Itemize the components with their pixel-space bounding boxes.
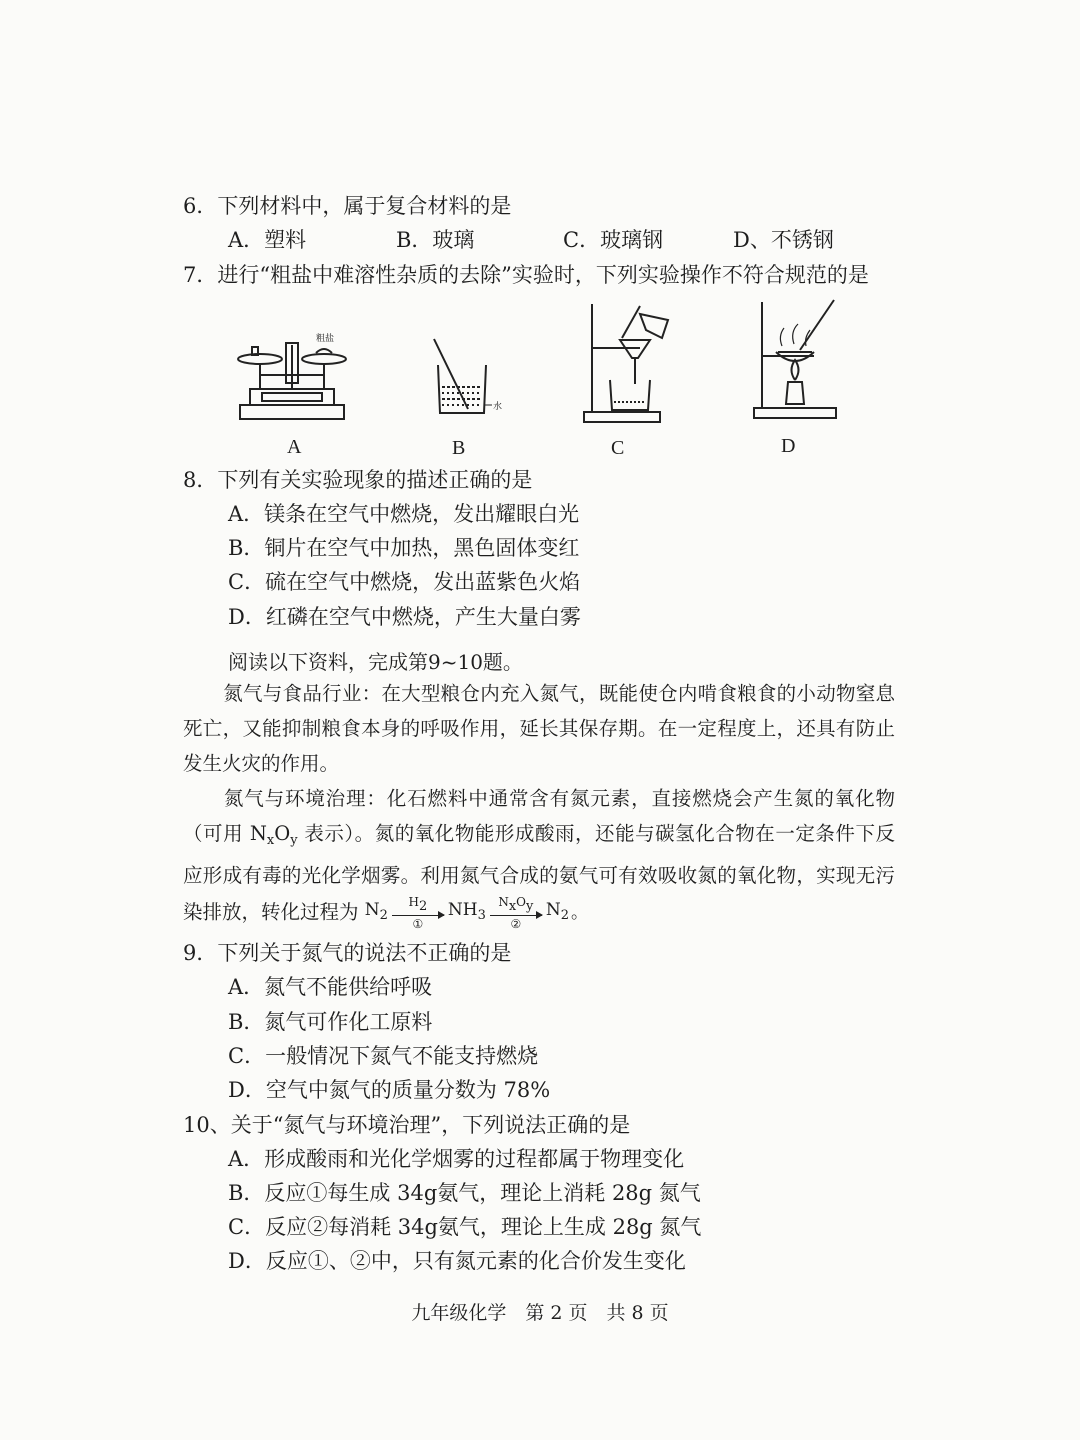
figure-label-a: A [287, 436, 302, 458]
filtration-figure [580, 300, 680, 425]
arrow2-top-o: O [516, 895, 527, 909]
reaction-arrow-1 [392, 896, 444, 930]
q8-option-c: C．硫在空气中燃烧，发出蓝紫色火焰 [228, 570, 581, 594]
q10-stem: 10、关于“氮气与环境治理”，下列说法正确的是 [183, 1113, 631, 1137]
q8-stem: 8．下列有关实验现象的描述正确的是 [183, 468, 533, 492]
reading-p2-sub-x: x [266, 833, 275, 848]
beaker-stirring-figure [428, 335, 508, 420]
q6-option-a: A．塑料 [228, 228, 307, 252]
arrow2-top-sub-x: x [508, 899, 517, 914]
figure-label-d: D [781, 435, 796, 457]
q9-stem: 9．下列关于氮气的说法不正确的是 [183, 941, 512, 965]
chain-n2-start: N [364, 900, 380, 920]
arrow1-bottom-label: ① [412, 917, 424, 931]
arrow2-top-sub-y: y [526, 899, 534, 914]
q8-option-a: A．镁条在空气中燃烧，发出耀眼白光 [228, 502, 580, 526]
reading-p2-o: O [274, 822, 291, 845]
chain-n2-end: N [545, 900, 561, 920]
balance-figure [232, 325, 352, 425]
balance-tag: 粗盐 [316, 334, 335, 344]
chain-end-mark: 。 [571, 902, 589, 923]
q9-option-a: A．氮气不能供给呼吸 [228, 975, 433, 999]
chain-n2-start-sub: 2 [379, 908, 388, 923]
q7-stem: 7．进行“粗盐中难溶性杂质的去除”实验时，下列实验操作不符合规范的是 [183, 263, 869, 287]
q6-option-d: D、不锈钢 [733, 228, 834, 252]
q10-option-d: D．反应①、②中，只有氮元素的化合价发生变化 [228, 1249, 686, 1273]
water-tag: 水 [493, 402, 503, 412]
q10-option-c: C．反应②每消耗 34g氨气，理论上生成 28g 氮气 [228, 1215, 702, 1239]
arrow2-bottom-label: ② [510, 917, 522, 931]
reading-paragraph-environment [183, 781, 895, 933]
reading-p2-part2: 表示）。氮的氧化物能形成酸雨，还能与碳氢化合物在一定条件下反应形成有毒的光化学烟雾。利用氮气合成的氨气可有效吸收氮的氧化物，实现无污染排放，转化过程为 [183, 822, 895, 924]
reading-paragraph-food [183, 676, 895, 781]
q8-option-d: D．红磷在空气中燃烧，产生大量白雾 [228, 605, 581, 629]
q6-option-b: B．玻璃 [396, 228, 475, 252]
q9-option-b: B．氮气可作化工原料 [228, 1010, 433, 1034]
figure-label-b: B [452, 437, 466, 459]
reading-p2-sub-y: y [290, 833, 298, 848]
reading-paragraph-food-text: 氮气与食品行业：在大型粮仓内充入氮气，既能使仓内啃食粮食的小动物窒息死亡，又能抑制粮食本身的呼吸作用，延长其保存期。在一定程度上，还具有防止发生火灾的作用。 [183, 682, 895, 775]
reading-p2-part1: 氮气与环境治理：化石燃料中通常含有氮元素，直接燃烧会产生氮的氧化物（可用 N [183, 787, 895, 845]
chain-nh3-sub: 3 [477, 908, 486, 923]
q9-option-d: D．空气中氮气的质量分数为 78% [228, 1078, 551, 1102]
q10-option-b: B．反应①每生成 34g氨气，理论上消耗 28g 氮气 [228, 1181, 701, 1205]
arrow2-top-n: N [498, 895, 509, 909]
q8-option-b: B．铜片在空气中加热，黑色固体变红 [228, 536, 580, 560]
conversion-chain [365, 893, 588, 933]
q6-option-c: C．玻璃钢 [563, 228, 664, 252]
evaporation-figure [750, 298, 845, 423]
q10-option-a: A．形成酸雨和光化学烟雾的过程都属于物理变化 [228, 1147, 685, 1171]
reading-intro: 阅读以下资料，完成第9~10题。 [228, 650, 523, 674]
reaction-arrow-2 [490, 896, 542, 930]
chain-n2-end-sub: 2 [560, 908, 570, 923]
q6-stem: 6．下列材料中，属于复合材料的是 [183, 194, 512, 218]
q9-option-c: C．一般情况下氮气不能支持燃烧 [228, 1044, 539, 1068]
arrow1-top-sub: 2 [418, 899, 428, 914]
chain-nh3: NH [447, 900, 478, 920]
figure-label-c: C [611, 437, 625, 459]
arrow1-top-label: H [408, 895, 419, 909]
page-footer: 九年级化学 第 2 页 共 8 页 [411, 1302, 669, 1324]
